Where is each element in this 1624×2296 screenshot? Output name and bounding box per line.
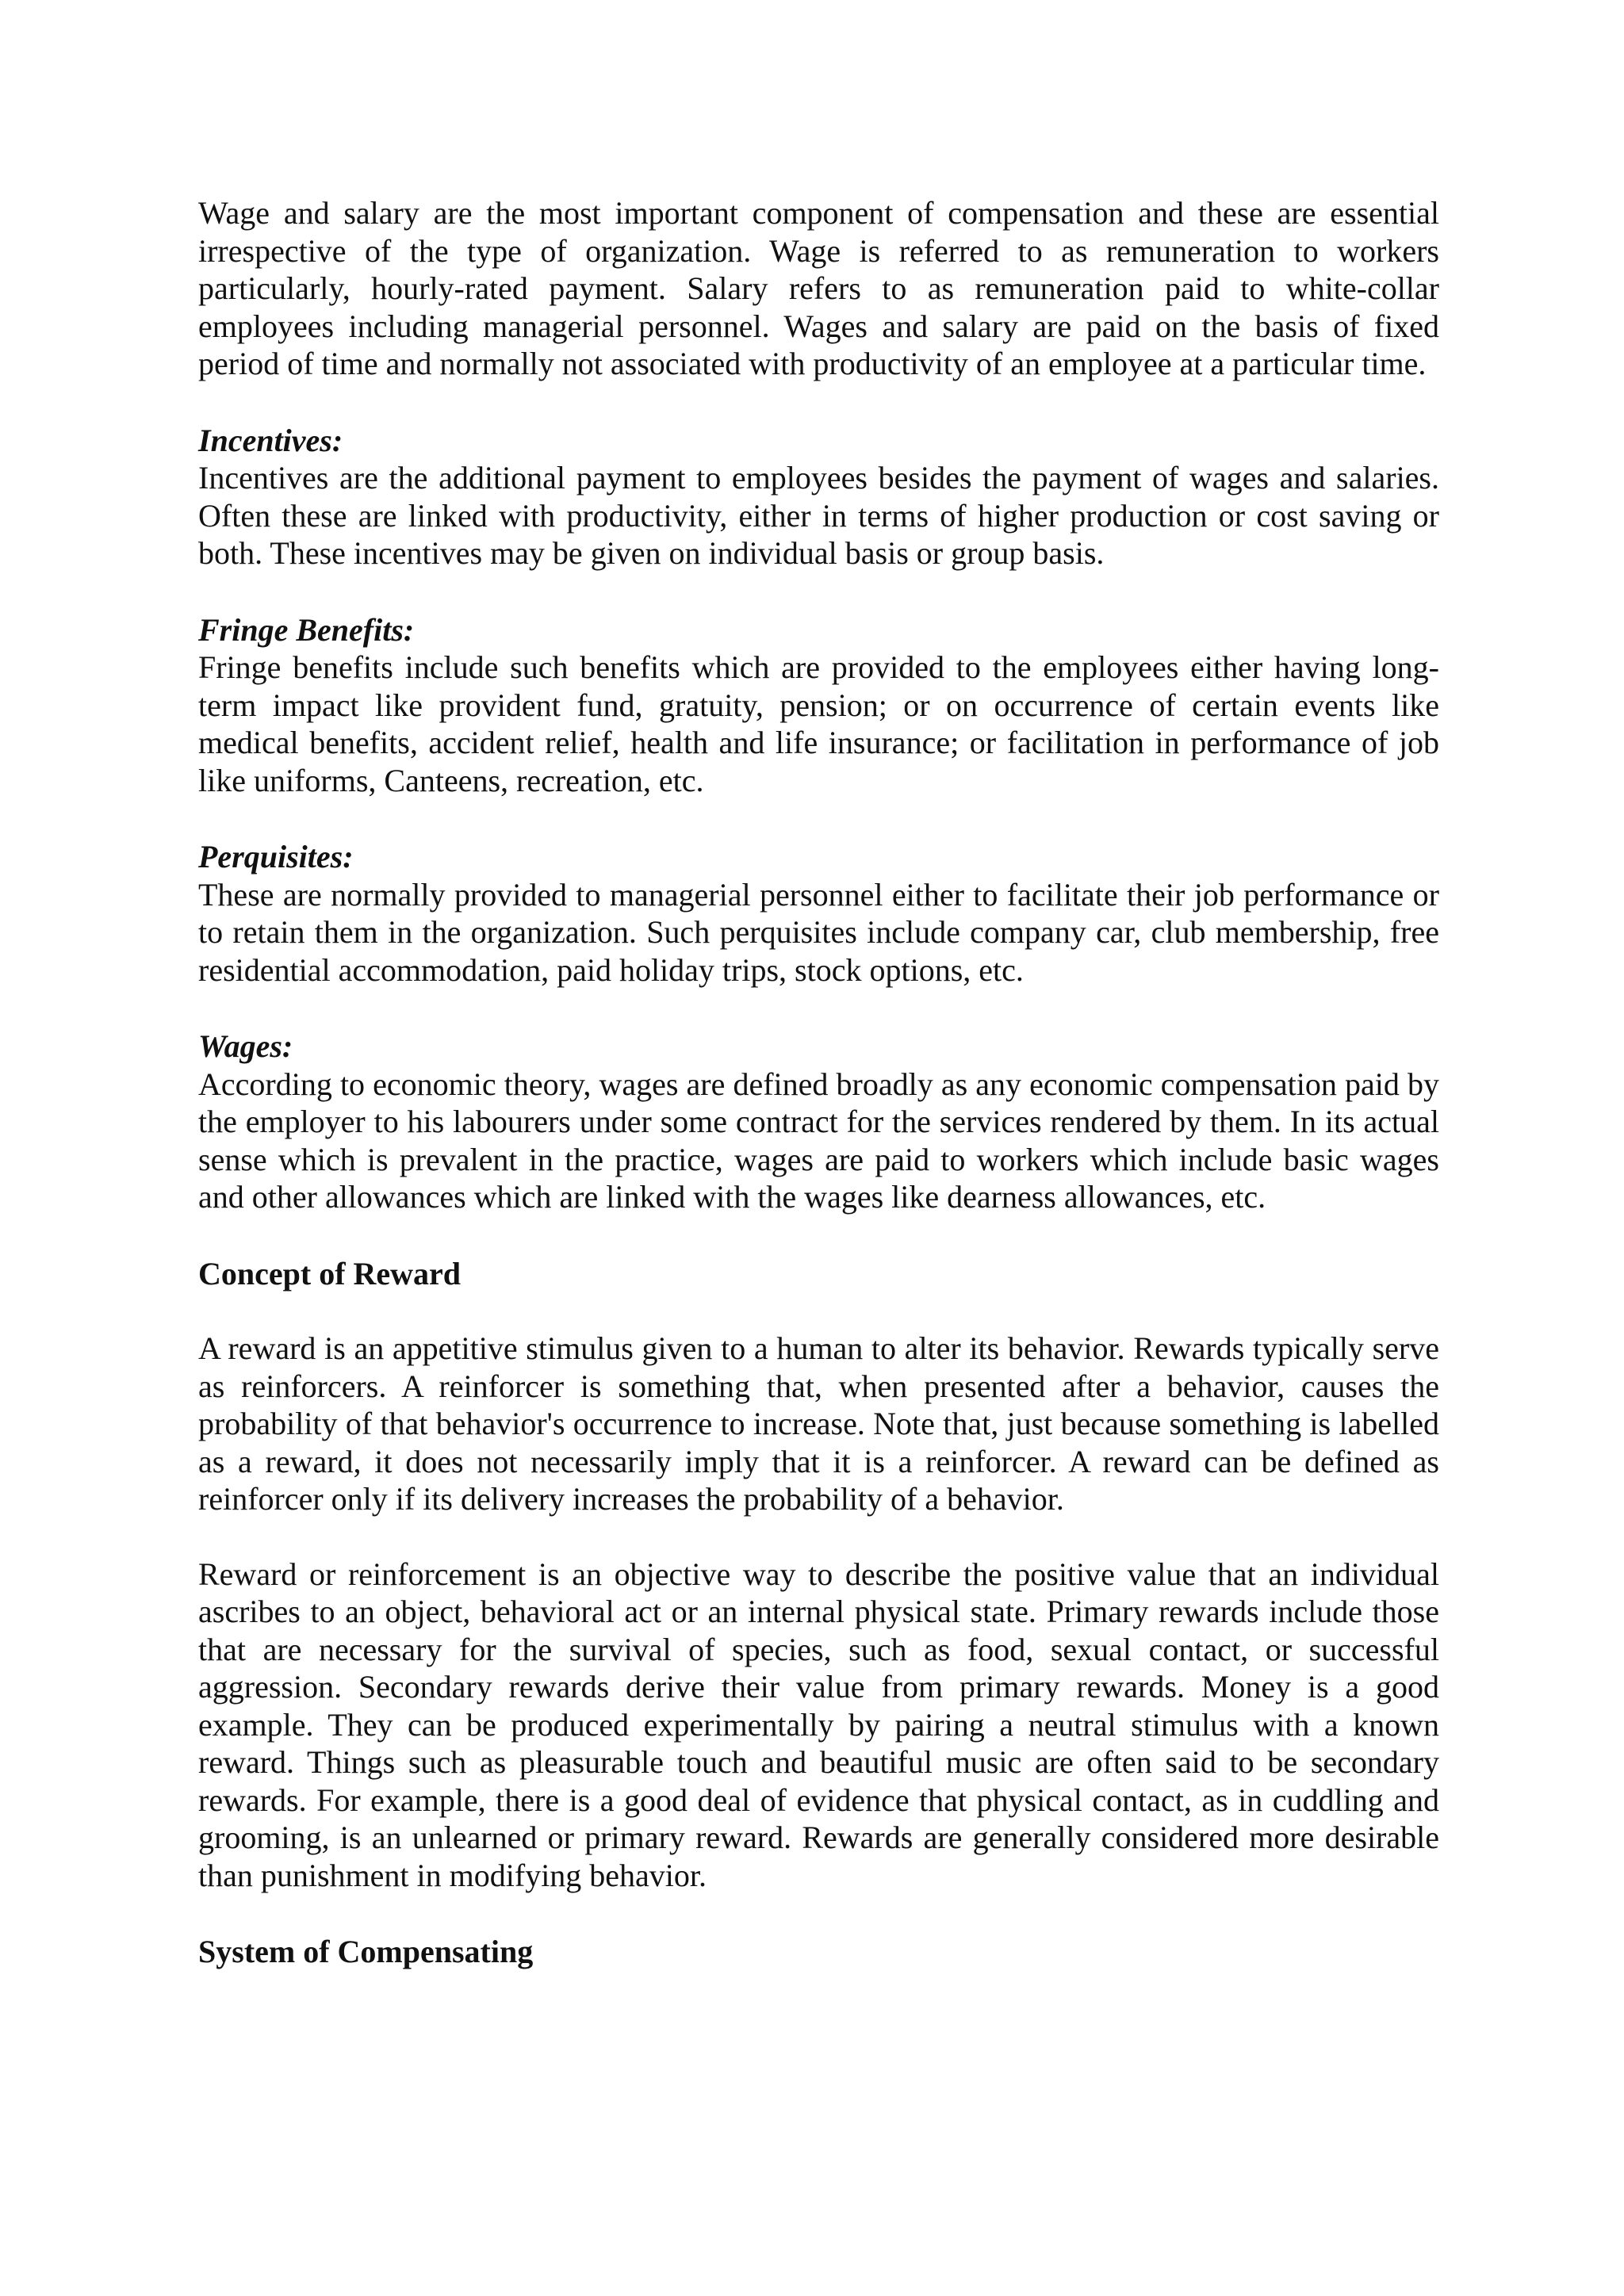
wages-paragraph: According to economic theory, wages are defined broadly as any economic compensation paid by the employer to his labourers under some contract for the services rendered by them. In its actual sense which is prevalent in the practice, wages are paid to workers which include basic wages and other allowances which are linked with the wages like dearness allowances, etc. xyxy=(198,1066,1439,1215)
concept-of-reward-section xyxy=(198,1255,1439,1895)
intro-paragraph: Wage and salary are the most important component of compensation and these are essential irrespective of the type of organization. Wage is referred to as remuneration to workers particularly, hourly-rated payment. Salary refers to as remuneration paid to white-collar employees including managerial personnel. Wages and salary are paid on the basis of fixed period of time and normally not associated with productivity of an employee at a particular time. xyxy=(198,195,1439,381)
perquisites-paragraph: These are normally provided to managerial personnel either to facilitate their job performance or to retain them in the organization. Such perquisites include company car, club membership, free residential accommodation, paid holiday trips, stock options, etc. xyxy=(198,876,1439,988)
perquisites-section xyxy=(198,838,1439,989)
reward-paragraph-1: A reward is an appetitive stimulus given to a human to alter its behavior. Rewards typically serve as reinforcers. A reinforcer is something that, when presented after a behavior, causes the probability of that behavior's occurrence to increase. Note that, just because something is labelled as a reward, it does not necessarily imply that it is a reinforcer. A reward can be defined as reinforcer only if its delivery increases the probability of a behavior. xyxy=(198,1330,1439,1517)
system-of-compensating-heading: System of Compensating xyxy=(198,1934,534,1969)
incentives-section xyxy=(198,422,1439,572)
wages-heading: Wages: xyxy=(198,1028,293,1064)
concept-of-reward-heading: Concept of Reward xyxy=(198,1255,462,1292)
incentives-paragraph: Incentives are the additional payment to employees besides the payment of wages and salaries. Often these are linked with productivity, either in terms of higher production or cost saving or both. These incentives may be given on individual basis or group basis. xyxy=(198,460,1439,571)
reward-paragraph-2: Reward or reinforcement is an objective way to describe the positive value that an individual ascribes to an object, behavioral act or an internal physical state. Primary rewards include those that are necessary for the survival of species, such as food, sexual contact, or successful aggression. Secondary rewards derive their value from primary rewards. Money is a good example. They can be produced experimentally by pairing a neutral stimulus with a known reward. Things such as pleasurable touch and beautiful music are often said to be secondary rewards. For example, there is a good deal of evidence that physical contact, as in cuddling and grooming, is an unlearned or primary reward. Rewards are generally considered more desirable than punishment in modifying behavior. xyxy=(198,1556,1439,1893)
fringe-benefits-section xyxy=(198,611,1439,800)
document-page xyxy=(198,194,1439,1971)
system-of-compensating-section xyxy=(198,1933,1439,1971)
fringe-benefits-paragraph: Fringe benefits include such benefits which are provided to the employees either having long-term impact like provident fund, gratuity, pension; or on occurrence of certain events like medical benefits, accident relief, health and life insurance; or facilitation in performance of job like uniforms, Canteens, recreation, etc. xyxy=(198,649,1439,798)
wages-section xyxy=(198,1027,1439,1216)
incentives-heading: Incentives: xyxy=(198,422,343,458)
fringe-benefits-heading: Fringe Benefits: xyxy=(198,611,415,648)
perquisites-heading: Perquisites: xyxy=(198,839,354,874)
